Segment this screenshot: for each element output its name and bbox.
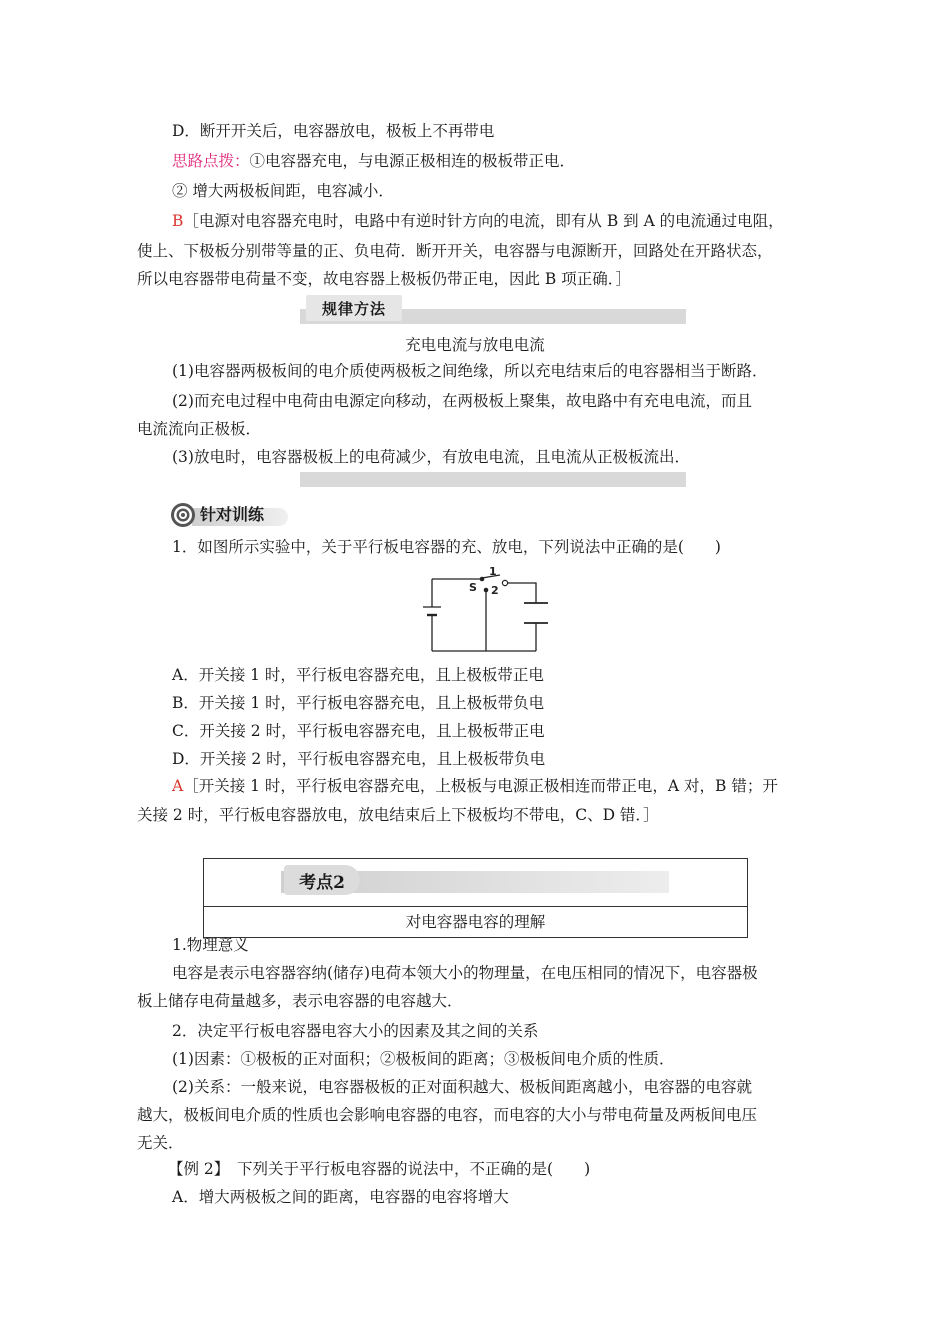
training-answer-line-2: 关接 2 时，平行板电容器放电，放电结束后上下极板均不带电，C、D 错．］ bbox=[137, 806, 659, 824]
kaodian-title: 对电容器电容的理解 bbox=[405, 913, 546, 931]
relation-line-3: 无关． bbox=[137, 1134, 184, 1152]
method-point-1: (1)电容器两极板间的电介质使两极板之间绝缘，所以充电结束后的电容器相当于断路． bbox=[172, 362, 768, 380]
hint-line-2: ② 增大两极板间距，电容减小． bbox=[172, 182, 394, 200]
hint-text-1: ①电容器充电，与电源正极相连的极板带正电． bbox=[249, 152, 576, 170]
training-answer-text-1: ［开关接 1 时，平行板电容器充电，上极板与电源正极相连而带正电，A 对，B 错；开 bbox=[183, 777, 778, 795]
method-point-2-line-2: 电流流向正极板． bbox=[137, 420, 262, 438]
switch-pos-1: 1 bbox=[489, 565, 497, 578]
answer-text-1: ［电源对电容器充电时，电路中有逆时针方向的电流，即有从 B 到 A 的电流通过电阻， bbox=[183, 212, 784, 230]
relation-line-1: (2)关系：一般来说，电容器极板的正对面积越大、极板间距离越小，电容器的电容就 bbox=[172, 1078, 752, 1096]
training-option-d: D．开关接 2 时，平行板电容器充电，且上极板带负电 bbox=[172, 750, 546, 768]
training-option-a: A．开关接 1 时，平行板电容器充电，且上极板带正电 bbox=[172, 666, 544, 684]
heading-2: 2．决定平行板电容器电容大小的因素及其之间的关系 bbox=[172, 1022, 539, 1040]
training-answer-line-1 bbox=[172, 775, 778, 797]
switch-label: S bbox=[469, 581, 477, 594]
example-text: 下列关于平行板电容器的说法中，不正确的是( ) bbox=[221, 1160, 591, 1178]
method-badge: 规律方法 bbox=[306, 295, 402, 321]
example-tag: 【例 2】 bbox=[168, 1160, 222, 1178]
kaodian-box bbox=[203, 858, 748, 938]
answer-letter: B bbox=[172, 212, 184, 230]
training-option-b: B．开关接 1 时，平行板电容器充电，且上极板带负电 bbox=[172, 694, 545, 712]
training-option-c: C．开关接 2 时，平行板电容器充电，且上极板带正电 bbox=[172, 722, 545, 740]
method-title: 充电电流与放电电流 bbox=[405, 336, 545, 354]
training-header bbox=[170, 500, 290, 530]
example-question bbox=[168, 1158, 590, 1180]
paragraph-1-line-2: 板上储存电荷量越多，表示电容器的电容越大． bbox=[137, 992, 463, 1010]
switch-pos-2: 2 bbox=[491, 584, 499, 597]
answer-line-2: 使上、下极板分别带等量的正、负电荷．断开开关，电容器与电源断开，回路处在开路状态， bbox=[137, 242, 773, 260]
paragraph-1-line-1: 电容是表示电容器容纳(储存)电荷本领大小的物理量，在电压相同的情况下，电容器极 bbox=[172, 964, 758, 982]
relation-line-2: 越大，极板间电介质的性质也会影响电容器的电容，而电容的大小与带电荷量及两板间电压 bbox=[137, 1106, 758, 1124]
kaodian-tag: 考点2 bbox=[284, 865, 360, 895]
target-icon bbox=[170, 502, 196, 528]
answer-line-3: 所以电容器带电荷量不变，故电容器上极板仍带正电，因此 B 项正确．］ bbox=[137, 270, 631, 288]
option-d: D．断开开关后，电容器放电，极板上不再带电 bbox=[172, 122, 495, 140]
example-option-a: A．增大两极板之间的距离，电容器的电容将增大 bbox=[172, 1188, 509, 1206]
circuit-diagram bbox=[422, 563, 562, 657]
method-footer-bar bbox=[300, 472, 686, 487]
hint-line-1 bbox=[172, 150, 575, 172]
answer-line-1 bbox=[172, 210, 784, 232]
method-point-2-line-1: (2)而充电过程中电荷由电源定向移动，在两极板上聚集，故电路中有充电电流，而且 bbox=[172, 392, 752, 410]
factors-line: (1)因素：①极板的正对面积；②极板间的距离；③极板间电介质的性质． bbox=[172, 1050, 675, 1068]
training-question: 1．如图所示实验中，关于平行板电容器的充、放电，下列说法中正确的是( ) bbox=[172, 538, 721, 556]
heading-1: 1.物理意义 bbox=[172, 936, 249, 954]
method-point-3: (3)放电时，电容器极板上的电荷减少，有放电电流，且电流从正极板流出． bbox=[172, 448, 690, 466]
hint-label: 思路点拨： bbox=[172, 152, 250, 170]
training-label: 针对训练 bbox=[200, 505, 265, 524]
training-answer-letter: A bbox=[172, 777, 184, 795]
